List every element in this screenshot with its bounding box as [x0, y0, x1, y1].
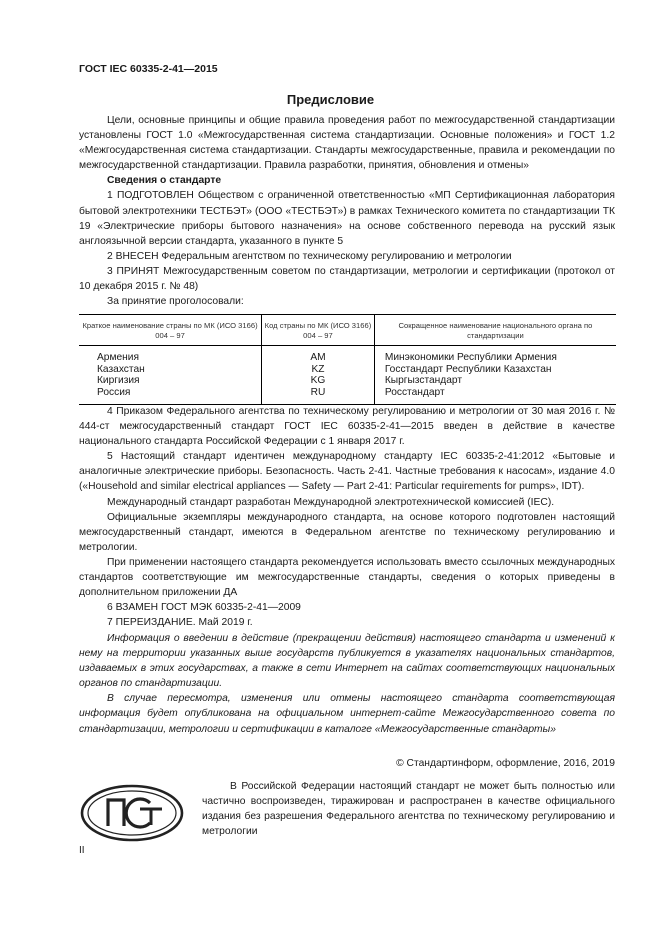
table-header-row — [79, 315, 616, 346]
info-notice — [79, 631, 615, 737]
page-title: Предисловие — [286, 92, 375, 107]
cell-body: Кыргызстандарт — [374, 375, 616, 387]
cell-body: Минэкономики Республики Армения — [374, 346, 616, 364]
reproduction-notice — [202, 779, 615, 839]
table-header-country: Краткое наименование страны по МК (ИСО 3166) 004 – 97 — [79, 315, 262, 346]
cell-country: Армения — [97, 352, 139, 363]
cell-body: Росстандарт — [374, 387, 616, 405]
cell-code: KG — [262, 375, 375, 387]
voted-label: За принятие проголосовали: — [107, 296, 244, 308]
document-header: ГОСТ IEC 60335-2-41—2015 — [79, 63, 218, 75]
table-header-code: Код страны по МК (ИСО 3166) 004 – 97 — [262, 315, 375, 346]
item-5-application: При применении настоящего стандарта рекомендуется использовать вместо ссылочных международных стандартов соответствующие им межгосударственные стандарты, сведения о которых приведены в дополнительном приложении ДА — [79, 556, 615, 599]
cell-country: Казахстан — [97, 363, 145, 375]
foreword-block-bottom — [79, 404, 615, 630]
cell-country: Киргизия — [97, 375, 140, 387]
copyright-line: © Стандартинформ, оформление, 2016, 2019 — [396, 758, 615, 769]
table-row — [79, 346, 616, 364]
item-3: 3 ПРИНЯТ Межгосударственным советом по стандартизации, метрологии и сертификации (протокол от 10 декабря 2015 г. № 48) — [79, 265, 615, 293]
table-row — [79, 387, 616, 405]
voting-table — [79, 314, 616, 405]
cell-code: RU — [262, 387, 375, 405]
item-2: 2 ВНЕСЕН Федеральным агентством по техническому регулированию и метрологии — [107, 250, 512, 262]
item-5-developer: Международный стандарт разработан Международной электротехнической комиссией (IEC). — [107, 496, 555, 508]
cell-code: AM — [262, 346, 375, 364]
item-5-copies: Официальные экземпляры международного стандарта, на основе которого подготовлен настоящий межгосударственный стандарт, имеются в Федеральном агентстве по техническому регулированию и метрологии. — [79, 511, 615, 553]
foreword-block-top — [79, 113, 615, 309]
item-7: 7 ПЕРЕИЗДАНИЕ. Май 2019 г. — [107, 617, 253, 629]
item-4: 4 Приказом Федерального агентства по техническому регулированию и метрологии от 30 мая 2016 г. № 444-ст межгосударственный стандарт ГОСТ IEC 60335-2-41—2015 введен в действие в качестве национального стандарта Российской Федерации с 1 января 2017 г. — [79, 406, 615, 448]
item-1: 1 ПОДГОТОВЛЕН Обществом с ограниченной ответственностью «МП Сертификационная лаборатория бытовой электротехники ТЕСТБЭТ» (ООО «ТЕСТБЭТ») в рамках Технического комитета по стандартизации ТК 19 «Электрические приборы бытового назначения» на основе собственного перевода на русский язык англоязычной версии стандарта, указанного в пункте 5 — [79, 190, 615, 247]
cell-code: KZ — [262, 364, 375, 376]
item-5: 5 Настоящий стандарт идентичен международному стандарту IEC 60335-2-41:2012 «Бытовые и аналогичные электрические приборы. Безопасность. Часть 2-41. Частные требования к насосам», издание 4.0 («Household and similar electrical appliances — Safety — Part 2-41: Particular requirements for pumps», IDT). — [79, 451, 615, 493]
reproduction-notice-text: В Российской Федерации настоящий стандарт не может быть полностью или частично воспроизведен, тиражирован и распространен в качестве официального издания без разрешения Федерального агентства по техническому регулированию и метрологии — [202, 781, 615, 838]
table-row — [79, 364, 616, 376]
cell-country: Россия — [79, 387, 262, 405]
table-row — [79, 375, 616, 387]
pst-certification-mark-icon — [80, 784, 184, 847]
info-notice-paragraph-1: Информация о введении в действие (прекращении действия) настоящего стандарта и изменений к нему на территории указанных выше государств публикуется в указателях национальных стандартов, издаваемых в этих государствах, а также в сети Интернет на сайтах соответствующих национальных органов по стандартизации. — [79, 633, 615, 690]
info-notice-paragraph-2: В случае пересмотра, изменения или отмены настоящего стандарта соответствующая информация будет опубликована на официальном интернет-сайте Межгосударственного совета по стандартизации, метрологии и сертификации в каталоге «Межгосударственные стандарты» — [79, 693, 615, 735]
page-number: II — [79, 845, 85, 856]
cell-body: Госстандарт Республики Казахстан — [374, 364, 616, 376]
item-6: 6 ВЗАМЕН ГОСТ МЭК 60335-2-41—2009 — [107, 602, 301, 614]
info-heading: Сведения о стандарте — [107, 175, 222, 187]
table-header-body: Сокращенное наименование национального органа по стандартизации — [374, 315, 616, 346]
intro-paragraph: Цели, основные принципы и общие правила проведения работ по межгосударственной стандартизации установлены ГОСТ 1.0 «Межгосударственная система стандартизации. Основные положения» и ГОСТ 1.2 «Межгосударственная система стандартизации. Стандарты межгосударственные, правила и рекомендации по межгосударственной стандартизации. Правила разработки, принятия, обновления и отмены» — [79, 115, 615, 172]
